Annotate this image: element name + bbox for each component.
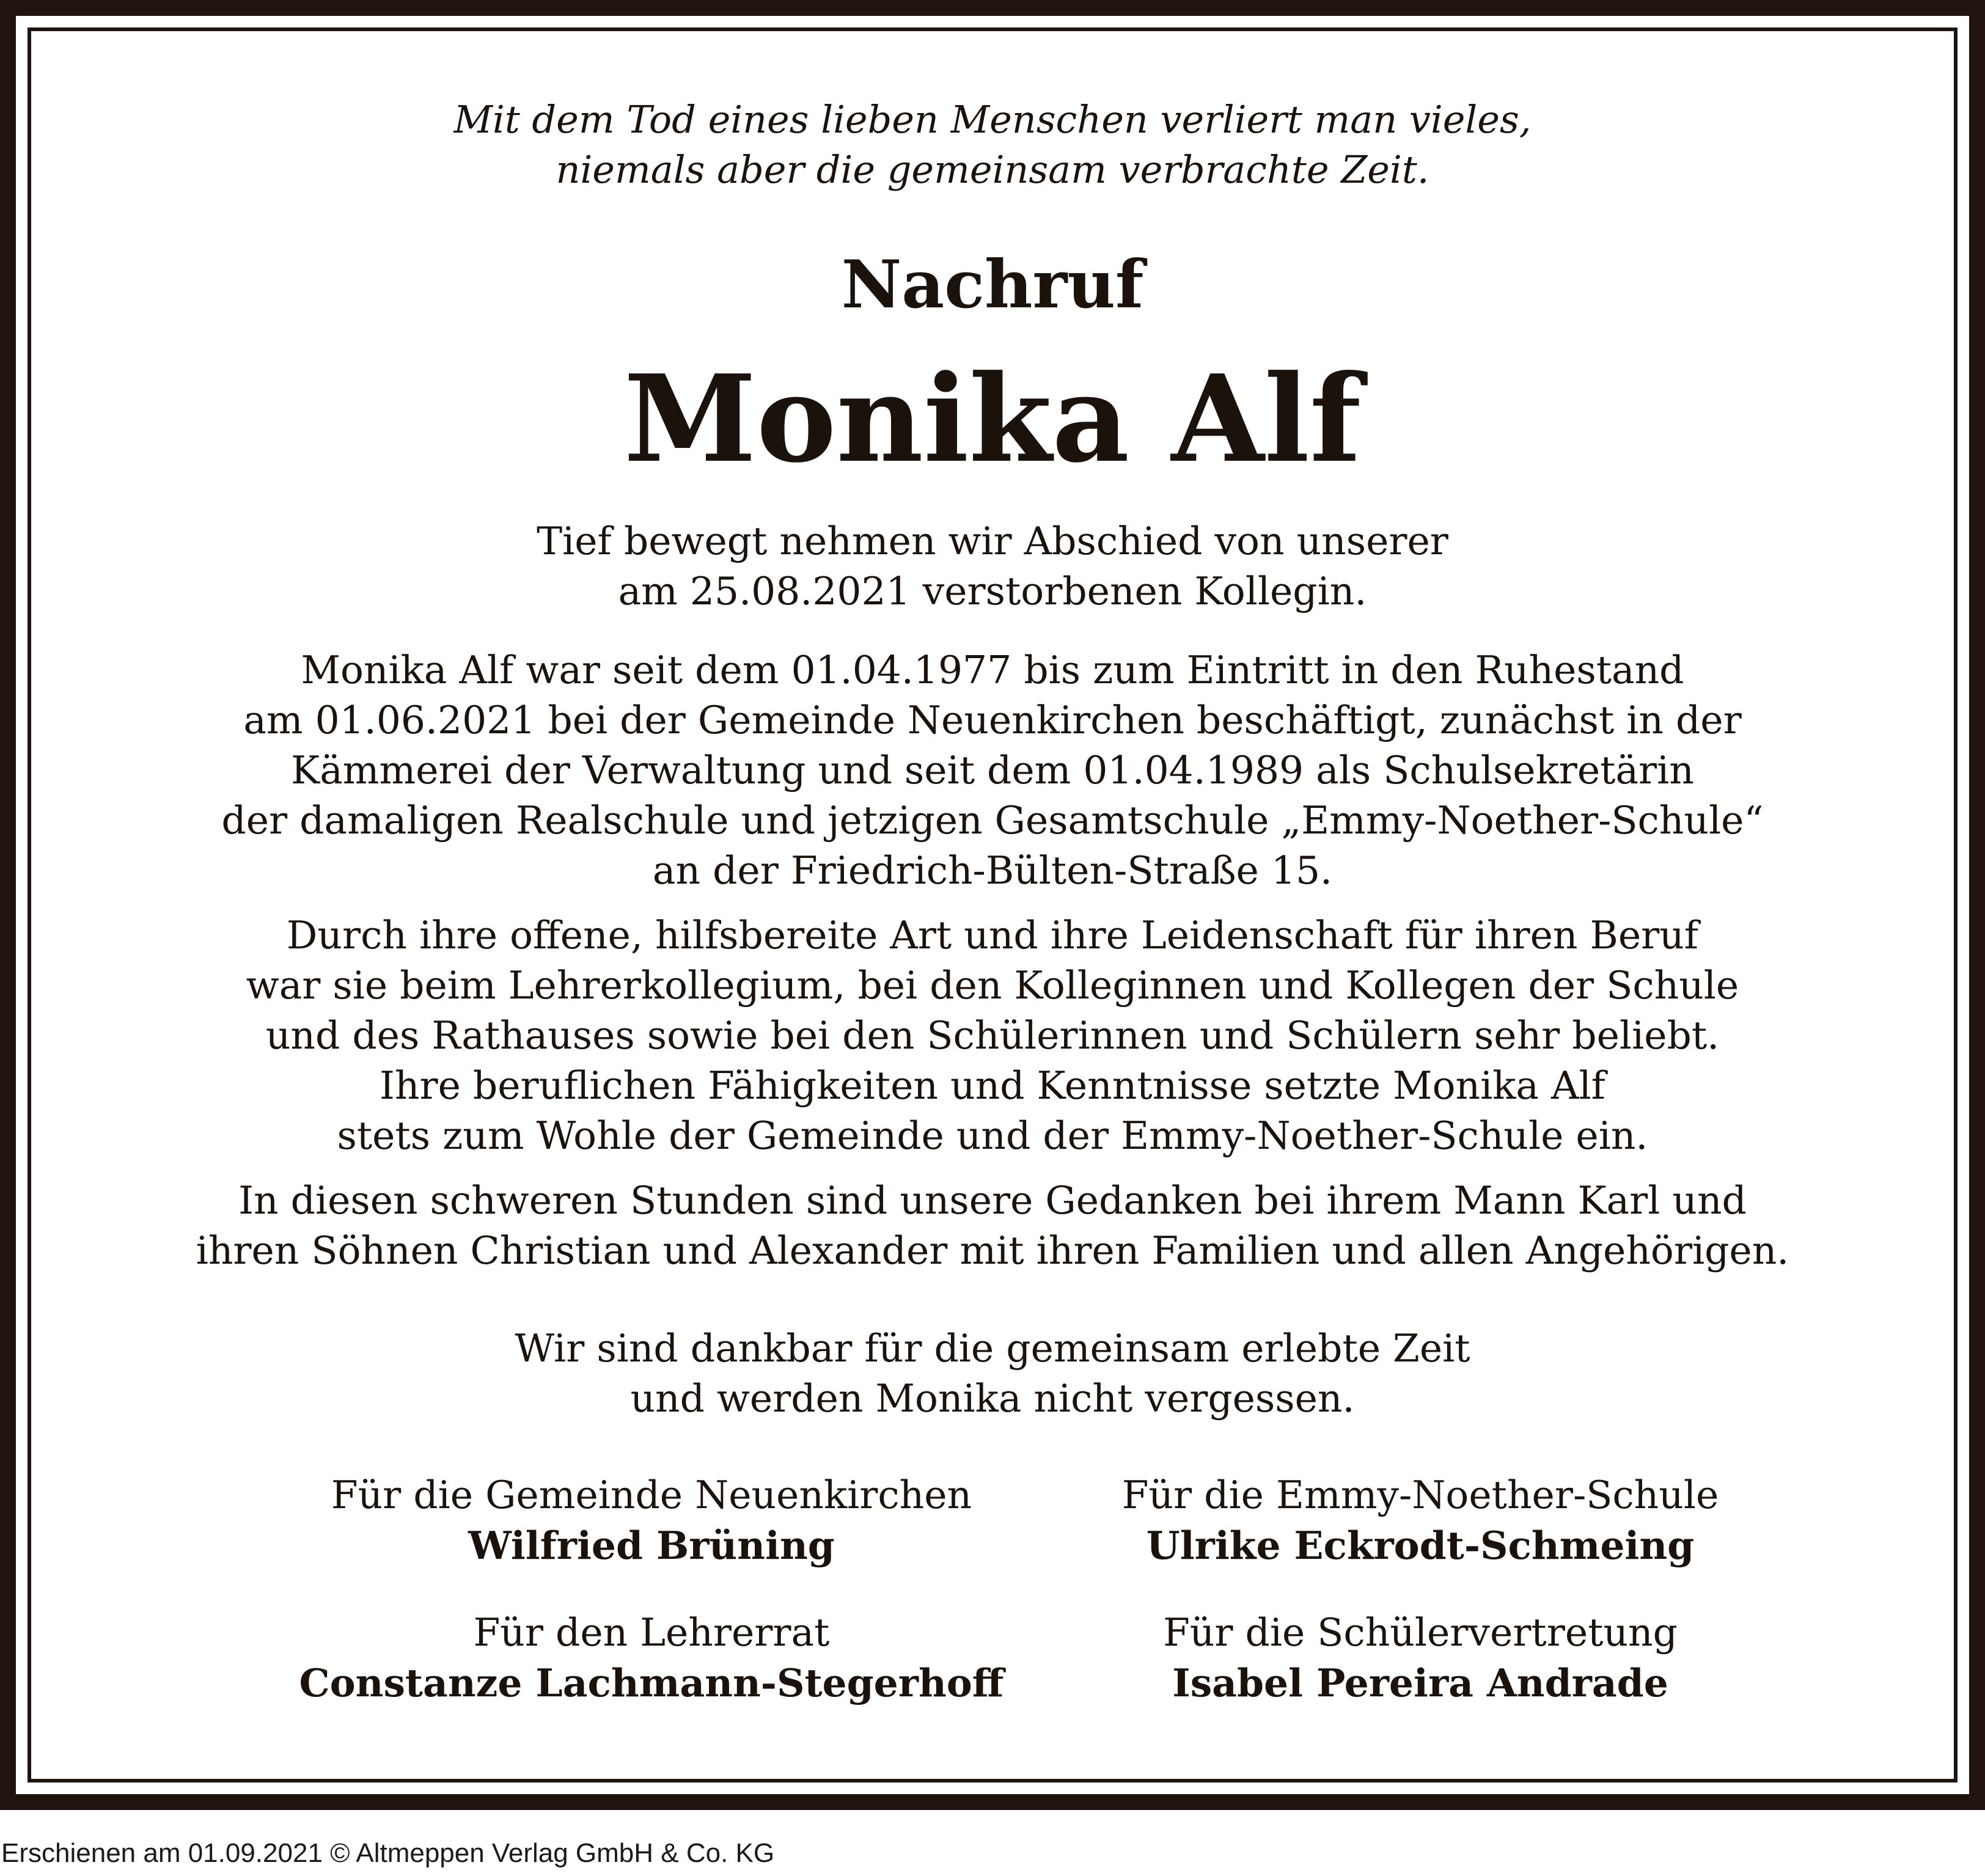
motto-quote	[31, 95, 1954, 195]
paragraph-line: an der Friedrich-Bülten-Straße 15.	[652, 848, 1333, 893]
paragraph-line: stets zum Wohle der Gemeinde und der Emmy-Noether-Schule ein.	[337, 1113, 1648, 1158]
motto-line: Mit dem Tod eines lieben Menschen verliert man vieles,	[453, 97, 1532, 142]
signature-student-council	[1023, 1608, 1818, 1708]
notice-heading: Nachruf	[841, 246, 1144, 323]
publication-credit: Erschienen am 01.09.2021 © Altmeppen Verlag GmbH & Co. KG	[1, 1838, 775, 1868]
signature-role: Für die Schülervertretung	[1163, 1610, 1678, 1655]
motto-line: niemals aber die gemeinsam verbrachte Zeit.	[556, 147, 1429, 192]
paragraph-line: Durch ihre offene, hilfsbereite Art und ihre Leidenschaft für ihren Beruf	[286, 913, 1699, 958]
signature-municipality	[254, 1470, 1049, 1570]
paragraph-condolence	[31, 1176, 1954, 1276]
paragraph-farewell	[31, 516, 1954, 617]
paragraph-line: ihren Söhnen Christian und Alexander mit ihren Familien und allen Angehörigen.	[196, 1228, 1789, 1273]
signature-name: Constanze Lachmann-Stegerhoff	[299, 1660, 1004, 1706]
paragraph-line: und des Rathauses sowie bei den Schülerinnen und Schülern sehr beliebt.	[265, 1013, 1720, 1058]
paragraph-line: am 01.06.2021 bei der Gemeinde Neuenkirchen beschäftigt, zunächst in der	[243, 698, 1742, 742]
paragraph-tribute	[31, 911, 1954, 1161]
signature-teachers-council	[254, 1608, 1049, 1708]
paragraph-line: Wir sind dankbar für die gemeinsam erlebte Zeit	[515, 1326, 1470, 1371]
signature-role: Für die Gemeinde Neuenkirchen	[331, 1473, 972, 1517]
paragraph-line: war sie beim Lehrerkollegium, bei den Kolleginnen und Kollegen der Schule	[246, 963, 1739, 1008]
obituary-notice	[31, 31, 1954, 1779]
signature-school	[1023, 1470, 1818, 1570]
paragraph-line: der damaligen Realschule und jetzigen Gesamtschule „Emmy-Noether-Schule“	[221, 798, 1764, 843]
signature-name: Isabel Pereira Andrade	[1172, 1660, 1668, 1706]
signature-name: Wilfried Brüning	[468, 1523, 835, 1568]
signature-role: Für den Lehrerrat	[473, 1610, 830, 1655]
paragraph-line: Monika Alf war seit dem 01.04.1977 bis zum Eintritt in den Ruhestand	[301, 648, 1684, 692]
paragraph-line: und werden Monika nicht vergessen.	[630, 1376, 1355, 1421]
paragraph-career	[31, 645, 1954, 896]
paragraph-line: Kämmerei der Verwaltung und seit dem 01.04.1989 als Schulsekretärin	[291, 748, 1694, 793]
paragraph-line: In diesen schweren Stunden sind unsere Gedanken bei ihrem Mann Karl und	[238, 1178, 1747, 1223]
paragraph-line: Ihre beruflichen Fähigkeiten und Kenntnisse setzte Monika Alf	[380, 1063, 1605, 1108]
paragraph-line: am 25.08.2021 verstorbenen Kollegin.	[618, 569, 1367, 614]
paragraph-line: Tief bewegt nehmen wir Abschied von unserer	[537, 519, 1448, 563]
deceased-name: Monika Alf	[623, 349, 1362, 489]
signature-name: Ulrike Eckrodt-Schmeing	[1146, 1523, 1695, 1568]
signature-role: Für die Emmy-Noether-Schule	[1121, 1473, 1719, 1517]
paragraph-closing	[31, 1324, 1954, 1424]
